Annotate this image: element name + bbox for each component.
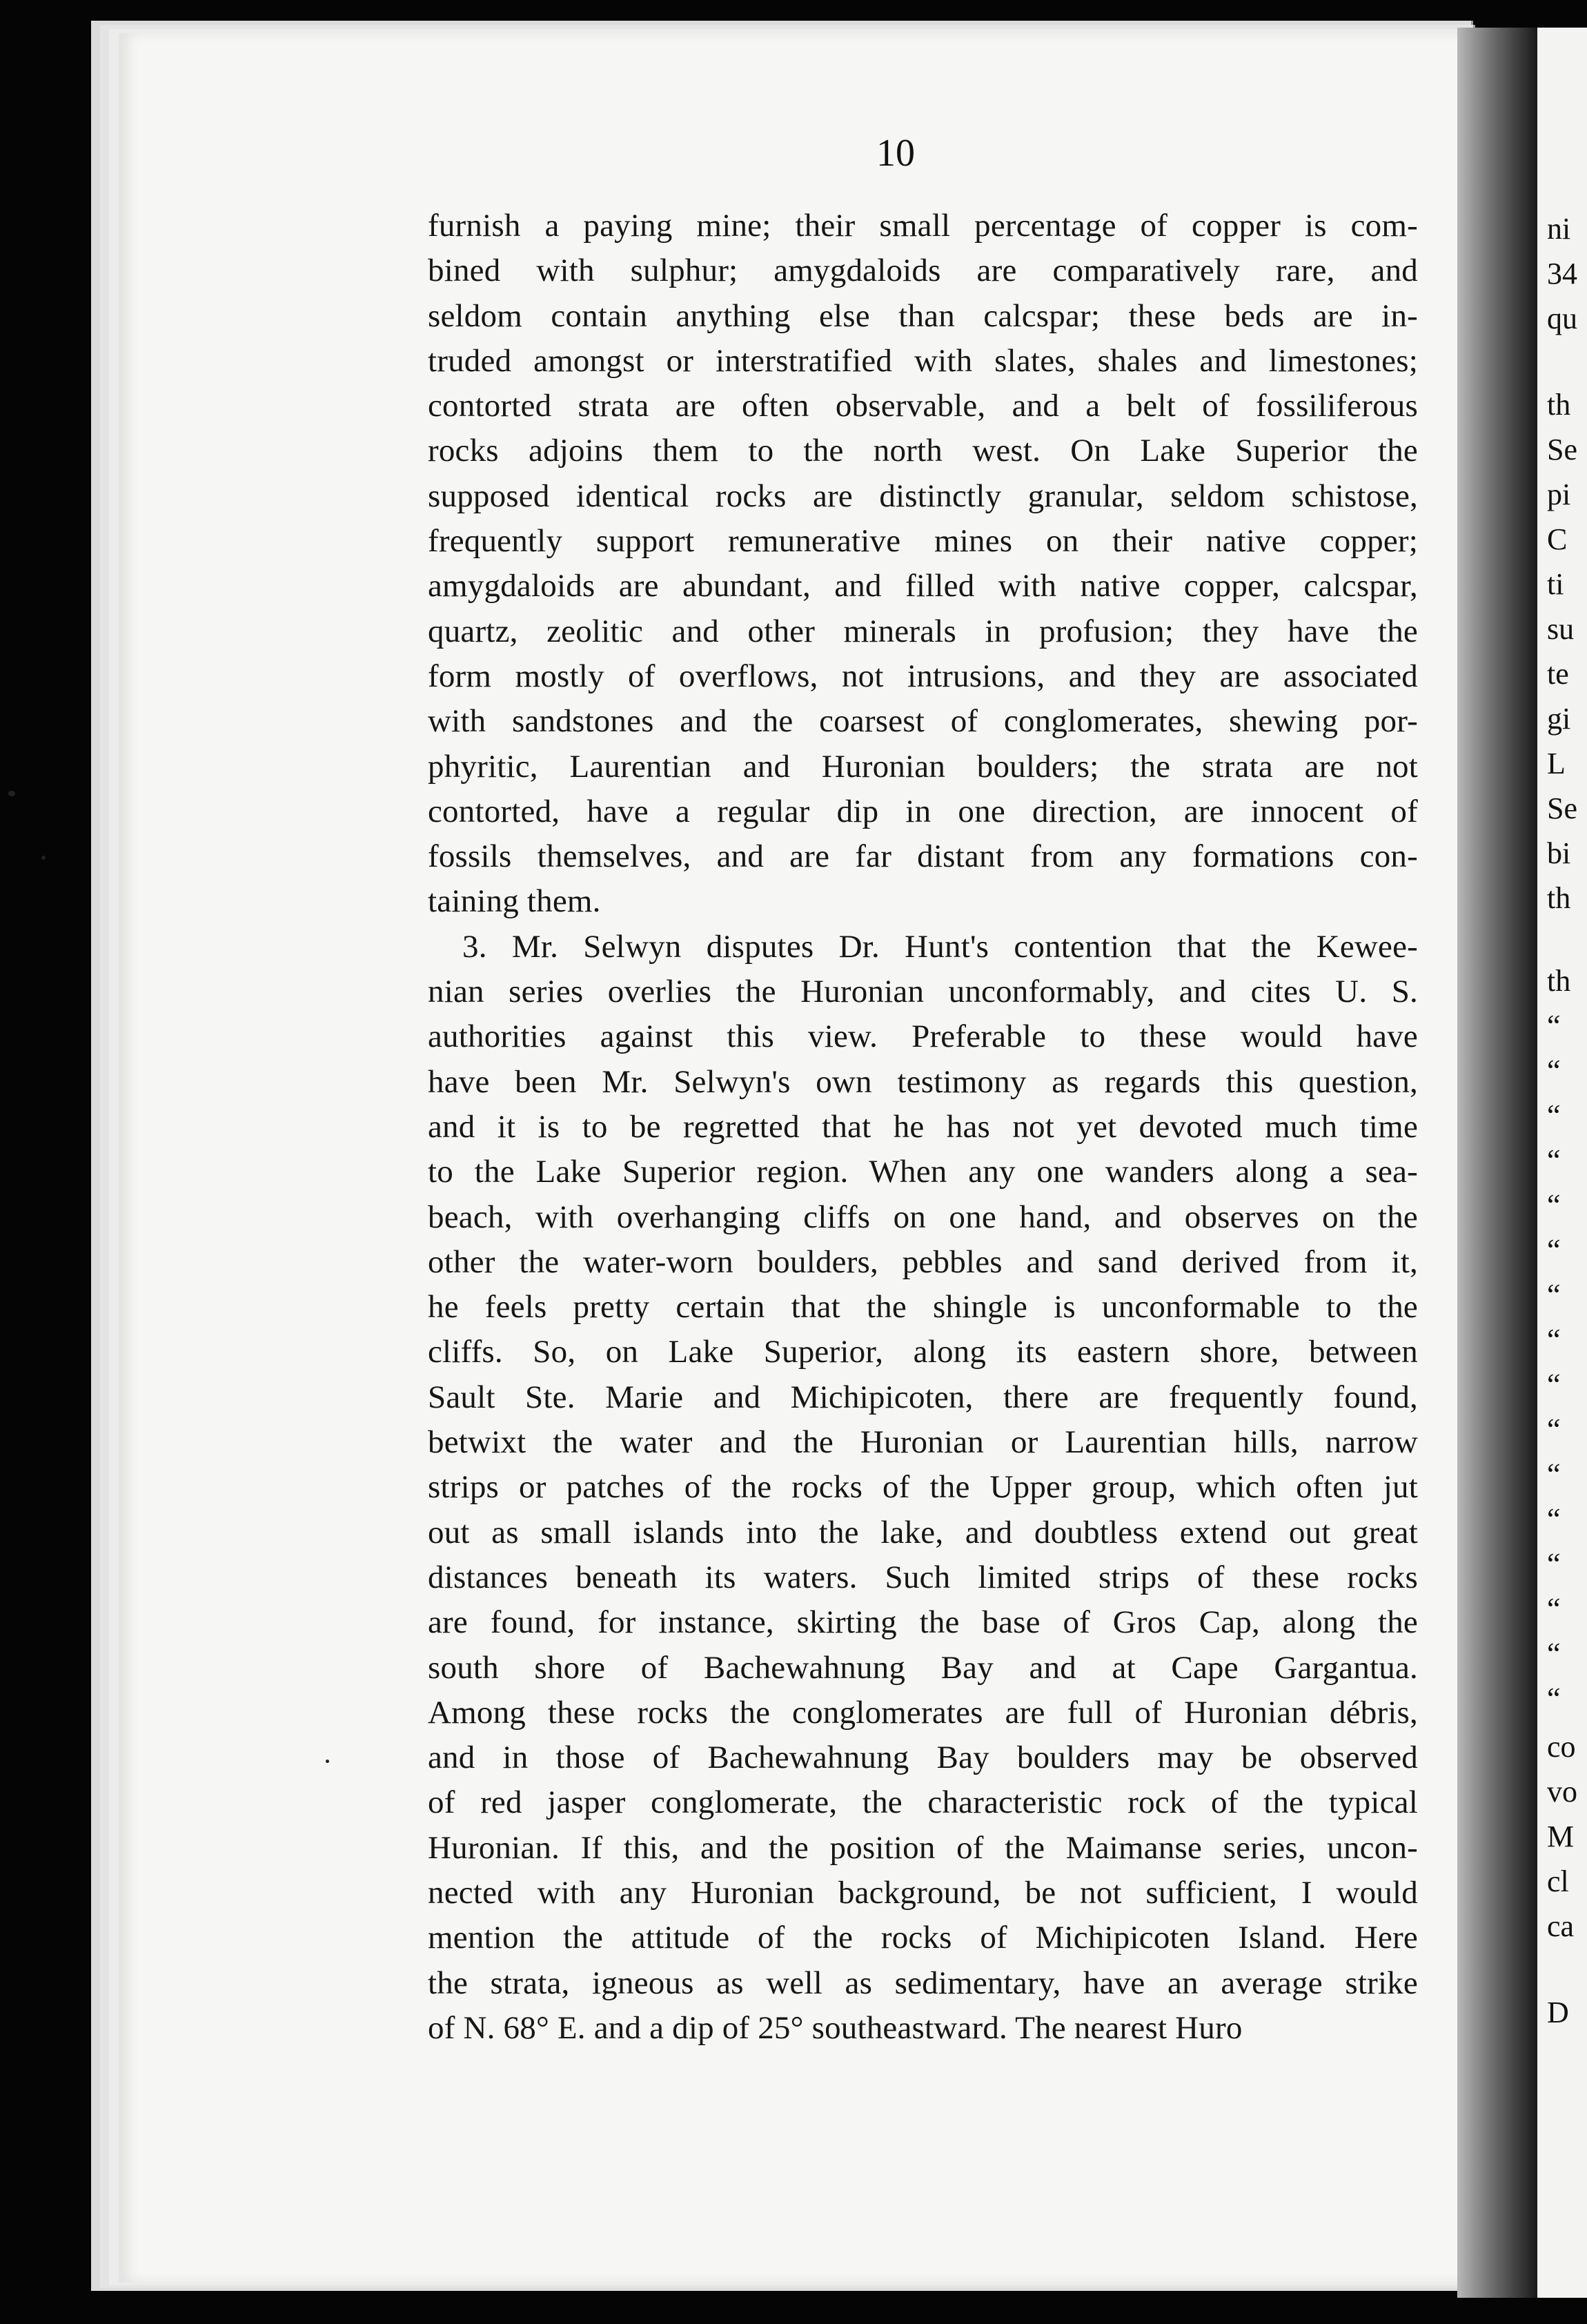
text-line: authorities against this view. Preferable to these would have <box>428 1018 1418 1055</box>
facing-text-fragment: co <box>1547 1730 1576 1764</box>
dust-speck <box>326 1760 329 1763</box>
page-number: 10 <box>876 132 915 175</box>
text-line: amygdaloids are abundant, and filled with native copper, calcspar, <box>428 568 1418 604</box>
facing-text-fragment: vo <box>1547 1775 1577 1809</box>
text-line: with sandstones and the coarsest of conglomerates, shewing por- <box>428 703 1418 740</box>
facing-text-fragment: “ <box>1547 1143 1561 1177</box>
text-line: of N. 68° E. and a dip of 25° southeastward. The nearest Huro <box>428 2009 1243 2046</box>
facing-text-fragment: th <box>1547 881 1571 915</box>
facing-text-fragment: gi <box>1547 702 1571 736</box>
facing-text-fragment: D <box>1547 1996 1569 2029</box>
text-line: Sault Ste. Marie and Michipicoten, there are frequently found, <box>428 1379 1418 1415</box>
text-line: seldom contain anything else than calcspar; these beds are in- <box>428 297 1418 334</box>
facing-text-fragment: “ <box>1547 1009 1561 1043</box>
text-line: out as small islands into the lake, and doubtless extend out great <box>428 1514 1418 1550</box>
facing-text-fragment: “ <box>1547 1099 1561 1132</box>
text-line: and in those of Bachewahnung Bay boulders may be observed <box>428 1740 1418 1776</box>
facing-text-fragment: bi <box>1547 836 1571 870</box>
text-line: other the water-worn boulders, pebbles and sand derived from it, <box>428 1243 1418 1280</box>
facing-text-fragment: M <box>1547 1820 1575 1853</box>
text-line: and it is to be regretted that he has not yet devoted much time <box>428 1108 1418 1145</box>
text-line: fossils themselves, and are far distant from any formations con- <box>428 838 1418 875</box>
text-line: are found, for instance, skirting the base of Gros Cap, along the <box>428 1604 1418 1641</box>
facing-text-fragment: th <box>1547 388 1571 422</box>
binding-gutter-shadow <box>1457 28 1540 2298</box>
facing-text-fragment: L <box>1547 747 1566 780</box>
facing-text-fragment: “ <box>1547 1547 1561 1581</box>
facing-text-fragment: C <box>1547 522 1568 556</box>
text-line: to the Lake Superior region. When any one wanders along a sea- <box>428 1154 1418 1190</box>
text-line: 3. Mr. Selwyn disputes Dr. Hunt's contention that the Kewee- <box>462 928 1418 965</box>
text-line: strips or patches of the rocks of the Upper group, which often jut <box>428 1469 1418 1506</box>
facing-text-fragment: Se <box>1547 433 1577 466</box>
text-line: of red jasper conglomerate, the characteristic rock of the typical <box>428 1784 1418 1821</box>
facing-text-fragment: ca <box>1547 1909 1575 1943</box>
facing-text-fragment: 34 <box>1547 257 1577 290</box>
facing-text-fragment: “ <box>1547 1278 1561 1312</box>
facing-text-fragment: “ <box>1547 1637 1561 1671</box>
dust-speck <box>8 791 15 796</box>
text-line: south shore of Bachewahnung Bay and at Cape Gargantua. <box>428 1649 1418 1686</box>
facing-text-fragment: ni <box>1547 212 1571 246</box>
text-line: quartz, zeolitic and other minerals in profusion; they have the <box>428 613 1418 649</box>
text-line: beach, with overhanging cliffs on one hand, and observes on the <box>428 1199 1418 1235</box>
text-line: frequently support remunerative mines on their native copper; <box>428 523 1418 560</box>
facing-page-edge <box>1537 28 1587 2298</box>
text-line: cliffs. So, on Lake Superior, along its eastern shore, between <box>428 1334 1418 1370</box>
facing-text-fragment: “ <box>1547 1368 1561 1401</box>
text-line: Huronian. If this, and the position of the Maimanse series, uncon- <box>428 1829 1418 1866</box>
text-line: contorted strata are often observable, and a belt of fossiliferous <box>428 388 1418 424</box>
text-line: supposed identical rocks are distinctly granular, seldom schistose, <box>428 477 1418 514</box>
dust-speck <box>41 856 46 860</box>
text-line: mention the attitude of the rocks of Michipicoten Island. Here <box>428 1920 1418 1956</box>
facing-text-fragment: ti <box>1547 567 1564 601</box>
facing-text-fragment: th <box>1547 964 1571 998</box>
facing-text-fragment: “ <box>1547 1323 1561 1357</box>
text-line: taining them. <box>428 883 601 920</box>
facing-text-fragment: su <box>1547 612 1575 646</box>
facing-text-fragment: “ <box>1547 1682 1561 1715</box>
facing-text-fragment: cl <box>1547 1864 1569 1898</box>
facing-text-fragment: qu <box>1547 302 1577 335</box>
facing-text-fragment: “ <box>1547 1188 1561 1222</box>
facing-text-fragment: “ <box>1547 1412 1561 1446</box>
facing-text-fragment: te <box>1547 657 1569 691</box>
facing-text-fragment: “ <box>1547 1457 1561 1491</box>
text-line: form mostly of overflows, not intrusions, and they are associated <box>428 658 1418 694</box>
text-line: contorted, have a regular dip in one direction, are innocent of <box>428 793 1418 829</box>
text-line: nian series overlies the Huronian unconformably, and cites U. S. <box>428 974 1418 1010</box>
body-text <box>428 204 1418 2051</box>
text-line: rocks adjoins them to the north west. On Lake Superior the <box>428 433 1418 469</box>
text-line: betwixt the water and the Huronian or Laurentian hills, narrow <box>428 1424 1418 1461</box>
text-line: Among these rocks the conglomerates are full of Huronian débris, <box>428 1694 1418 1731</box>
text-line: he feels pretty certain that the shingle is unconformable to the <box>428 1289 1418 1326</box>
text-line: furnish a paying mine; their small percentage of copper is com- <box>428 208 1418 244</box>
text-line: phyritic, Laurentian and Huronian boulders; the strata are not <box>428 748 1418 785</box>
facing-text-fragment: “ <box>1547 1502 1561 1536</box>
facing-text-fragment: pi <box>1547 477 1571 511</box>
text-line: bined with sulphur; amygdaloids are comparatively rare, and <box>428 253 1418 289</box>
text-line: truded amongst or interstratified with slates, shales and limestones; <box>428 342 1418 379</box>
text-line: have been Mr. Selwyn's own testimony as regards this question, <box>428 1063 1418 1100</box>
text-line: the strata, igneous as well as sedimentary, have an average strike <box>428 1964 1418 2001</box>
facing-text-fragment: Se <box>1547 791 1577 825</box>
text-line: distances beneath its waters. Such limited strips of these rocks <box>428 1559 1418 1595</box>
facing-text-fragment: “ <box>1547 1054 1561 1087</box>
facing-text-fragment: “ <box>1547 1233 1561 1267</box>
text-line: nected with any Huronian background, be not sufficient, I would <box>428 1874 1418 1911</box>
facing-text-fragment: “ <box>1547 1592 1561 1626</box>
